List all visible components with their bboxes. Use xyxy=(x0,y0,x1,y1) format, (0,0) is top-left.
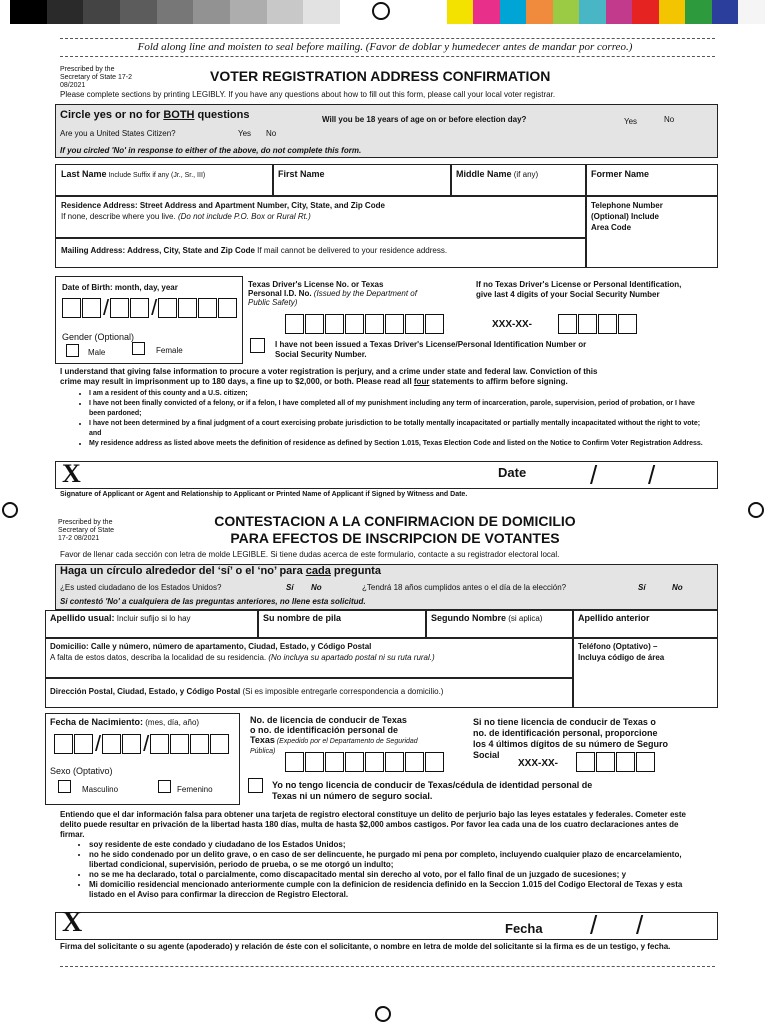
field-label: Texas ni un número de seguro social. xyxy=(272,791,433,801)
field-note: Pública) xyxy=(250,748,276,755)
field-note: (if any) xyxy=(511,170,539,179)
middle-name-field[interactable] xyxy=(451,164,586,196)
title-line: CONTESTACION A LA CONFIRMACION DE DOMICILIO xyxy=(214,513,576,529)
field-note: (mes, día, año) xyxy=(143,718,200,727)
field-note: A falta de estos datos, describa la localidad de su residencia. xyxy=(50,653,269,662)
ssn-boxes[interactable] xyxy=(558,314,638,339)
date-slash-es: / xyxy=(636,910,644,940)
form-title: VOTER REGISTRATION ADDRESS CONFIRMATION xyxy=(210,68,551,84)
first-name-field[interactable] xyxy=(273,164,451,196)
age-no-option-es[interactable]: No xyxy=(672,583,683,592)
field-note: (si aplica) xyxy=(506,614,543,623)
gray-swatch xyxy=(303,0,340,24)
drivers-license-boxes-es[interactable] xyxy=(285,752,445,777)
field-label: Residence Address: Street Address and Apartment Number, City, State, and Zip Code xyxy=(61,201,385,210)
color-swatch xyxy=(473,0,500,24)
drivers-license-label-es xyxy=(250,715,418,757)
age-yes-option[interactable]: Yes xyxy=(624,117,638,126)
date-slash-es: / xyxy=(590,910,598,940)
field-label: o no. de identificación personal de xyxy=(250,725,399,735)
male-label: Male xyxy=(88,348,106,357)
affirmation-item: • I am a resident of this county and a U.S. citizen; xyxy=(89,389,710,399)
signature-field[interactable] xyxy=(55,461,718,489)
residence-address-field-es[interactable] xyxy=(45,638,573,678)
field-note: (Expedido por el Departamento de Seguridad xyxy=(274,738,418,745)
field-label: los 4 últimos dígitos de su número de Seguro xyxy=(473,739,669,749)
gray-swatch xyxy=(157,0,194,24)
date-label: Date xyxy=(498,465,527,480)
former-name-field[interactable] xyxy=(586,164,718,196)
residence-address-field[interactable] xyxy=(55,196,586,238)
ineligible-note-es: Si contestó 'No' a cualquiera de las preguntas anteriores, no llene esta solicitud. xyxy=(60,597,366,606)
field-label: Si no tiene licencia de conducir de Texas o xyxy=(473,717,656,727)
heading-text: Haga un círculo alrededor del ‘sí’ o el ‘no’ para xyxy=(60,565,306,577)
prescribed-line: 08/2021 xyxy=(60,82,86,89)
female-checkbox[interactable] xyxy=(132,342,145,355)
ssn-boxes-es[interactable] xyxy=(576,752,656,777)
field-label: Texas xyxy=(250,735,275,745)
field-label: Segundo Nombre xyxy=(431,613,507,623)
color-swatch xyxy=(712,0,739,24)
field-label: Dirección Postal, Ciudad, Estado, y Código Postal xyxy=(50,687,241,696)
statement-line: I understand that giving false information to procure a voter registration is perjury, and a crime under state and federal law. Conviction of this xyxy=(60,367,598,376)
signature-x-mark: X xyxy=(62,459,81,488)
color-swatch xyxy=(685,0,712,24)
age-question: Will you be 18 years of age on or before election day? xyxy=(322,115,527,124)
male-label-es: Masculino xyxy=(82,785,119,794)
gray-swatch xyxy=(47,0,84,24)
mailing-address-field-es[interactable] xyxy=(45,678,573,708)
registration-target-icon xyxy=(375,1006,391,1022)
citizen-question-es: ¿Es usted ciudadano de los Estados Unidos? xyxy=(60,583,222,592)
prescribed-note xyxy=(60,66,132,90)
affirmation-item: • soy residente de este condado y ciudadano de los Estados Unidos; xyxy=(89,840,705,850)
field-label: Texas Driver's License No. or Texas xyxy=(248,280,384,289)
statement-line: crime may result in imprisonment up to 180 days, a fine up to $2,000, or both. Please read all xyxy=(60,377,414,386)
field-label: Personal I.D. No. xyxy=(248,289,312,298)
age-no-option[interactable]: No xyxy=(664,115,675,124)
drivers-license-boxes[interactable] xyxy=(285,314,445,339)
ssn-prefix: XXX-XX- xyxy=(492,319,533,330)
color-swatch xyxy=(526,0,553,24)
form-instructions: Please complete sections by printing LEGIBLY. If you have any questions about how to fill out this form, please call your local voter registrar. xyxy=(60,90,556,99)
ineligible-note: If you circled 'No' in response to either of the above, do not complete this form. xyxy=(60,146,362,155)
signature-caption-es: Firma del solicitante o su agente (apoderado) y relación de éste con el solicitante, o nombre en letra de molde del solicitante si la firma es de un testigo, y fecha. xyxy=(60,942,671,951)
citizen-question: Are you a United States Citizen? xyxy=(60,129,176,138)
grayscale-calibration-bar xyxy=(10,0,340,24)
affirmation-item: • I have not been determined by a final judgment of a court exercising probate jurisdiction to be totally mentally incapacitated or partially mentally incapacitated without the right to vote; and xyxy=(89,419,710,439)
telephone-field[interactable] xyxy=(586,196,718,268)
last-name-field-es[interactable] xyxy=(45,610,258,638)
heading-emphasis: BOTH xyxy=(163,109,195,121)
title-line: PARA EFECTOS DE INSCRIPCION DE VOTANTES xyxy=(230,530,560,546)
gray-swatch xyxy=(230,0,267,24)
dob-boxes[interactable]: / / xyxy=(62,298,238,323)
perjury-statement xyxy=(60,367,715,387)
dob-label-es xyxy=(50,717,199,727)
no-license-label-es xyxy=(272,780,592,802)
field-label: Apellido usual: xyxy=(50,613,115,623)
female-label: Female xyxy=(156,346,183,355)
ssn-label xyxy=(476,280,681,300)
dob-boxes-es[interactable]: / / xyxy=(54,734,230,759)
signature-caption: Signature of Applicant or Agent and Relationship to Applicant or Printed Name of Applicant if Signed by Witness and Date. xyxy=(60,491,468,498)
telephone-field-es[interactable] xyxy=(573,638,718,708)
color-swatch xyxy=(606,0,633,24)
field-label: Last Name xyxy=(61,169,107,179)
fold-instruction: Fold along line and moisten to seal before mailing. (Favor de doblar y humedecer antes de mandar por correo.) xyxy=(137,41,633,53)
registration-target-icon xyxy=(372,2,390,20)
prescribed-line: Prescribed by the xyxy=(60,66,115,73)
field-label: Social xyxy=(473,750,500,760)
field-label: If no Texas Driver's License or Personal Identification, xyxy=(476,280,682,289)
field-label: I have not been issued a Texas Driver's License/Personal Identification Number or xyxy=(275,340,587,349)
color-swatch xyxy=(738,0,765,24)
dob-label: Date of Birth: month, day, year xyxy=(62,283,178,292)
color-swatch xyxy=(553,0,580,24)
citizen-no-option-es[interactable]: No xyxy=(311,583,322,592)
first-name-field-es[interactable] xyxy=(258,610,426,638)
age-question-es: ¿Tendrá 18 años cumplidos antes o el día de la elección? xyxy=(362,583,567,592)
female-checkbox-es[interactable] xyxy=(158,780,171,793)
color-swatch xyxy=(500,0,527,24)
heading-text: questions xyxy=(194,109,250,121)
affirmation-item: • I have not been finally convicted of a felony, or if a felon, I have completed all of my punishment including any term of incarceration, parole, supervision, period of probation, or I have been pardoned; xyxy=(89,399,710,419)
color-swatch xyxy=(579,0,606,24)
male-checkbox[interactable] xyxy=(66,344,79,357)
prescribed-line: Secretary of State 17-2 xyxy=(60,74,132,81)
gray-swatch xyxy=(10,0,47,24)
field-label: no. de identificación personal, proporcione xyxy=(473,728,658,738)
heading-text: pregunta xyxy=(330,565,381,577)
field-note: (No incluya su apartado postal ni su ruta rural.) xyxy=(268,653,435,662)
gray-swatch xyxy=(120,0,157,24)
former-name-field-es[interactable] xyxy=(573,610,718,638)
mailing-address-field[interactable] xyxy=(55,238,586,268)
field-note: (Do not include P.O. Box or Rural Rt.) xyxy=(177,212,311,221)
field-label: Domicilio: Calle y número, número de apartamento, Ciudad, Estado, y Código Postal xyxy=(50,642,372,651)
field-label: Yo no tengo licencia de conducir de Texas/cédula de identidad personal de xyxy=(272,780,593,790)
citizen-yes-option[interactable]: Yes xyxy=(238,129,252,138)
field-note: If none, describe where you live. xyxy=(61,212,178,221)
color-swatch xyxy=(632,0,659,24)
affirmation-list xyxy=(75,389,710,449)
gender-label: Gender (Optional) xyxy=(62,332,135,342)
no-license-checkbox-es[interactable] xyxy=(248,778,263,793)
age-si-option[interactable]: Sí xyxy=(638,583,646,592)
gray-swatch xyxy=(193,0,230,24)
prescribed-line: Secretary of State xyxy=(58,527,115,534)
form-title-es xyxy=(155,513,635,547)
color-calibration-bar xyxy=(420,0,765,24)
field-label: Teléfono (Optativo) – xyxy=(578,642,658,651)
affirmation-item: • no he sido condenado por un delito grave, o en caso de ser delincuente, he purgado mi pena por completo, incluyendo cualquier plazo de encarcelamiento, libertad condicional, supervisión, periodo de prueba, o se me otorgó un indulto; xyxy=(89,850,705,870)
no-license-checkbox[interactable] xyxy=(250,338,265,353)
statement-emphasis: four xyxy=(413,377,430,386)
citizen-si-option[interactable]: Sí xyxy=(286,583,294,592)
statement-line: statements to affirm before signing. xyxy=(429,377,568,386)
female-label-es: Femenino xyxy=(177,785,213,794)
field-label: Telephone Number xyxy=(591,201,663,210)
field-label: Fecha de Nacimiento: xyxy=(50,717,144,727)
field-label: Mailing Address: Address, City, State and Zip Code xyxy=(61,246,255,255)
perjury-statement-es: Entiendo que el dar información falsa para obtener una tarjeta de registro electoral constituye un delito de perjurio bajo las leyes estatales y federales. Cometer este delito puede resultar en privación de la libertad hasta 180 días, multa de hasta $2,000 ambos castigos. Por favor lea cada una de los cuatro declaraciones antes de firmar. xyxy=(60,810,686,839)
eligibility-heading xyxy=(60,109,250,121)
field-note: If mail cannot be delivered to your residence address. xyxy=(254,246,448,255)
gray-swatch xyxy=(83,0,120,24)
color-swatch xyxy=(447,0,474,24)
field-note: (Si es imposible entregarle correspondencia a domicilio.) xyxy=(240,687,444,696)
field-note: Incluir sufijo si lo hay xyxy=(114,614,191,623)
field-label: Social Security Number. xyxy=(275,350,367,359)
field-note: Include Suffix if any (Jr., Sr., III) xyxy=(106,172,206,179)
field-note: (Issued by the Department of xyxy=(311,289,417,298)
affirmation-item: • Mi domicilio residencial mencionado anteriormente cumple con la definicion de residencia definido en la Seccion 1.015 del Codigo Electoral de Texas y esta listado en el Aviso para confirmar la direccion de Registro Electoral. xyxy=(89,880,705,900)
field-label: Apellido anterior xyxy=(578,613,650,623)
citizen-no-option[interactable]: No xyxy=(266,129,277,138)
prescribed-note-es xyxy=(58,519,114,543)
heading-text: Circle yes or no for xyxy=(60,109,164,121)
affirmation-item: • My residence address as listed above meets the definition of residence as defined by Section 1.015, Texas Election Code and listed on the Notice to Confirm Voter Registration Address. xyxy=(89,439,710,449)
field-label: Area Code xyxy=(591,223,632,232)
form-instructions-es: Favor de llenar cada sección con letra de molde LEGIBLE. Si tiene dudas acerca de este formulario, contacte a su registrador electoral local. xyxy=(60,550,560,559)
drivers-license-label xyxy=(248,280,417,307)
date-label-es: Fecha xyxy=(505,921,543,936)
date-slash: / xyxy=(648,460,656,490)
affirmation-item: • no se me ha declarado, total o parcialmente, como discapacitado mental sin derecho al voto, por el fallo final de un juzgado de sucesiones; y xyxy=(89,870,705,880)
ssn-prefix-es: XXX-XX- xyxy=(518,758,559,769)
field-label: First Name xyxy=(278,169,325,179)
field-note: Public Safety) xyxy=(248,298,298,307)
male-checkbox-es[interactable] xyxy=(58,780,71,793)
field-label: give last 4 digits of your Social Security Number xyxy=(476,290,660,299)
second-name-field-es[interactable] xyxy=(426,610,573,638)
field-label: Incluya código de área xyxy=(578,653,665,662)
field-label: (Optional) Include xyxy=(591,212,659,221)
gender-label-es: Sexo (Optativo) xyxy=(50,766,113,776)
affirmation-list-es xyxy=(75,840,705,900)
date-slash: / xyxy=(590,460,598,490)
field-label: Former Name xyxy=(591,169,650,179)
signature-x-mark-es: X xyxy=(62,907,83,938)
registration-target-icon xyxy=(748,502,764,518)
color-swatch xyxy=(659,0,686,24)
prescribed-line: 17-2 08/2021 xyxy=(58,535,100,542)
last-name-field[interactable] xyxy=(55,164,273,196)
field-label: Middle Name xyxy=(456,169,512,179)
signature-field-es[interactable] xyxy=(55,912,718,940)
heading-emphasis: cada xyxy=(305,565,331,577)
registration-target-icon xyxy=(2,502,18,518)
color-swatch xyxy=(420,0,447,24)
field-label: Su nombre de pila xyxy=(263,613,342,623)
eligibility-heading-es xyxy=(60,565,381,577)
no-license-label xyxy=(275,340,586,360)
field-label: No. de licencia de conducir de Texas xyxy=(250,715,407,725)
gray-swatch xyxy=(267,0,304,24)
prescribed-line: Prescribed by the xyxy=(58,519,113,526)
